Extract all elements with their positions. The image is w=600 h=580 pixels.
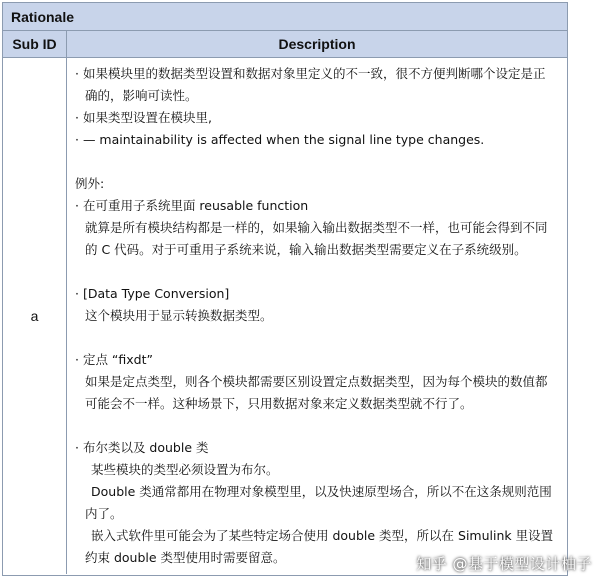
desc-line: 的 C 代码。对于可重用子系统来说，输入输出数据类型需要定义在子系统级别。	[85, 242, 527, 257]
column-header-row	[3, 31, 567, 58]
desc-line: · 布尔类以及 double 类	[75, 440, 209, 455]
desc-line: · 定点 “fixdt”	[75, 352, 153, 367]
description-header: Description	[278, 36, 356, 52]
sub-id-header: Sub ID	[3, 31, 67, 57]
desc-line: 这个模块用于显示转换数据类型。	[85, 308, 273, 323]
spacer	[75, 261, 559, 283]
desc-line: 约束 double 类型使用时需要留意。	[85, 550, 286, 565]
rationale-table	[2, 2, 568, 576]
desc-line: 确的，影响可读性。	[85, 88, 198, 103]
spacer	[75, 151, 559, 173]
desc-line: 内了。	[85, 506, 123, 521]
desc-line: · — maintainability is affected when the signal line type changes.	[75, 132, 485, 147]
sub-id-cell: a	[3, 58, 67, 574]
desc-line: 嵌入式软件里可能会为了某些特定场合使用 double 类型，所以在 Simulink 里设置	[91, 528, 554, 543]
description-cell	[67, 58, 567, 574]
desc-line: 某些模块的类型必须设置为布尔。	[91, 462, 279, 477]
desc-line: · 如果模块里的数据类型设置和数据对象里定义的不一致，很不方便判断哪个设定是正	[75, 66, 546, 81]
spacer	[75, 327, 559, 349]
desc-line: 如果是定点类型，则各个模块都需要区别设置定点数据类型，因为每个模块的数值都	[85, 374, 548, 389]
desc-line: 例外:	[75, 176, 105, 191]
desc-line: 就算是所有模块结构都是一样的，如果输入输出数据类型不一样，也可能会得到不同	[85, 220, 548, 235]
desc-line: · [Data Type Conversion]	[75, 286, 230, 301]
watermark: 知乎 @基于模型设计柚子	[416, 555, 592, 573]
rationale-header: Rationale	[3, 3, 567, 31]
desc-line: 可能会不一样。这种场景下，只用数据对象来定义数据类型就不行了。	[85, 396, 473, 411]
desc-line: Double 类通常都用在物理对象模型里，以及快速原型场合，所以不在这条规则范围	[91, 484, 552, 499]
spacer	[75, 415, 559, 437]
desc-line: · 如果类型设置在模块里,	[75, 110, 212, 125]
table-row	[3, 58, 567, 574]
desc-line: · 在可重用子系统里面 reusable function	[75, 198, 309, 213]
